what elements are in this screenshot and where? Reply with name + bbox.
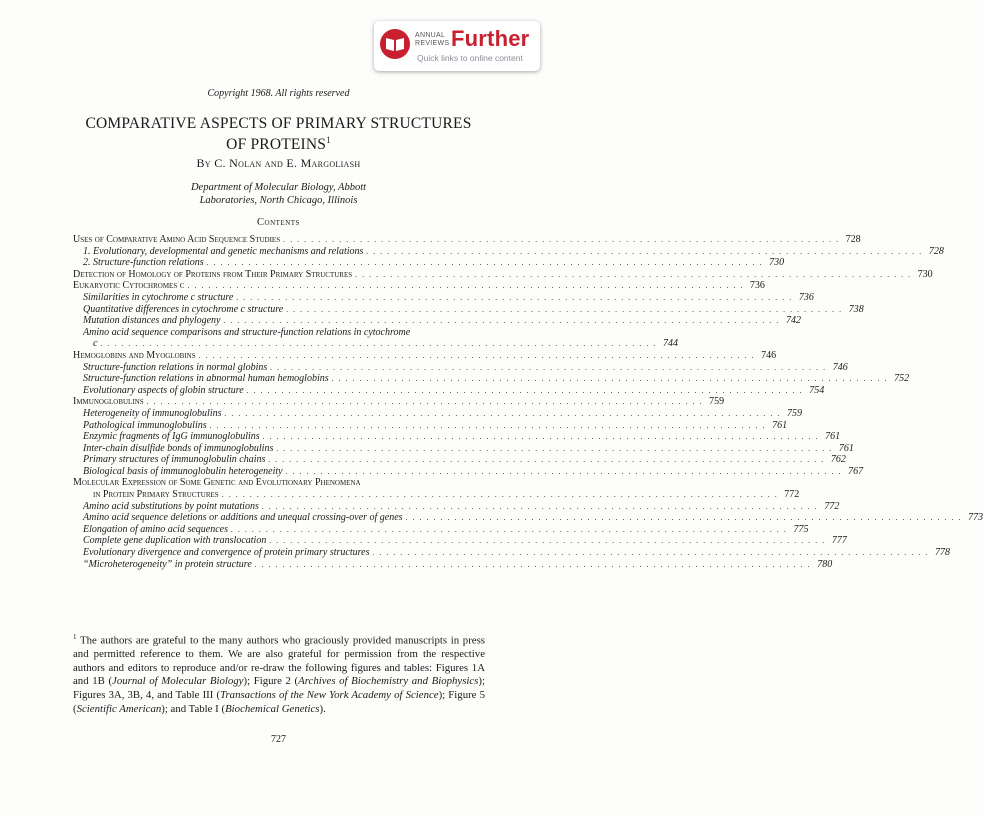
toc-entry (73, 454, 846, 466)
toc-entry-title: Biological basis of immunoglobulin heterogeneity (83, 465, 283, 477)
toc-entry-title: Amino acid sequence deletions or additions and unequal crossing-over of genes (83, 512, 403, 524)
toc-leader-dots: . . . . . . . . . . . . . . . . . . . . . . . . . . . . . . . . . . . . . . . . . . . . . . . . . . . . . . . . . . . . . . . . . . . . . . . . . . . . . . . . (198, 350, 756, 360)
toc-entry (73, 512, 983, 524)
toc-entry (73, 407, 802, 420)
toc-entry (73, 558, 833, 571)
toc-entry (73, 547, 950, 559)
toc-entry-title: Quantitative differences in cytochrome c structure (83, 303, 284, 315)
footnote-journal: Biochemical Genetics (225, 702, 320, 715)
toc-entry-page: 746 (832, 361, 848, 373)
toc-entry-title: Elongation of amino acid sequences (83, 523, 228, 535)
footnote-journal: Transactions of the New York Academy of Science (220, 688, 439, 701)
toc-leader-dots: . . . . . . . . . . . . . . . . . . . . . . . . . . . . . . . . . . . . . . . . . . . . . . . . . . . . . . . . . . . . . . . . . . . . . . . . . . . . . . . . (223, 316, 780, 326)
toc-entry-page: 730 (917, 268, 933, 280)
toc-leader-dots: . . . . . . . . . . . . . . . . . . . . . . . . . . . . . . . . . . . . . . . . . . . . . . . . . . . . . . . . . . . . . . . . . . . . . . . . . . . . . . . . (366, 246, 923, 256)
toc-entry-title: Pathological immunoglobulins (83, 419, 207, 431)
toc-entry (73, 280, 765, 292)
title-line-1: COMPARATIVE ASPECTS OF PRIMARY STRUCTURES (85, 115, 472, 132)
toc-entry-title: “Microheterogeneity” in protein structure (83, 558, 252, 570)
badge-reviews-line: REVIEWS (415, 40, 450, 47)
toc-entry-page: 736 (749, 280, 765, 292)
footnote-journal: Journal of Molecular Biology (112, 675, 244, 688)
toc-entry-title: 1. Evolutionary, developmental and genetic mechanisms and relations (83, 245, 364, 257)
footnote-text: ). (319, 702, 326, 715)
toc-entry (73, 234, 861, 246)
toc-leader-dots: . . . . . . . . . . . . . . . . . . . . . . . . . . . . . . . . . . . . . . . . . . . . . . . . . . . . . . . . . . . . . . . . . . . . . . . . . . . . . . . . (355, 269, 912, 279)
toc-entry (73, 257, 785, 269)
toc-entry (73, 489, 800, 501)
toc-entry (73, 245, 944, 258)
toc-entry-title: Amino acid sequence comparisons and structure-function relations in cytochrome (83, 326, 411, 338)
badge-annual-reviews (415, 32, 449, 48)
toc-entry-page: 773 (968, 512, 983, 524)
annual-reviews-logo-icon (380, 29, 410, 59)
toc-entry (73, 291, 814, 304)
toc-leader-dots: . . . . . . . . . . . . . . . . . . . . . . . . . . . . . . . . . . . . . . . . . . . . . . . . . . . . . . . . . . . . . . . . . . . . . . . . . . . . . . . . (230, 524, 788, 534)
footnote-text: ); Figure 2 ( (243, 675, 299, 688)
toc-entry-title: Immunoglobulins (73, 396, 144, 408)
title-line-2 (40, 132, 517, 153)
toc-leader-dots: . . . . . . . . . . . . . . . . . . . . . . . . . . . . . . . . . . . . . . . . . . . . . . . . . . . . . . . . . . . . . . . . . . . . . . . . . . . . . . . . (209, 420, 767, 430)
toc-entry-page: 742 (785, 315, 801, 327)
toc-entry-page: 728 (928, 245, 944, 257)
toc-entry-page: 775 (793, 523, 809, 535)
toc-entry (73, 523, 809, 536)
toc-entry-page: 772 (784, 489, 800, 501)
title-line-2-text: OF PROTEINS (226, 136, 327, 154)
footnote-text: ); Figure 5 ( (73, 688, 485, 715)
toc-entry-page: 780 (817, 558, 833, 570)
toc-entry-page: 759 (709, 396, 725, 408)
toc-leader-dots: . . . . . . . . . . . . . . . . . . . . . . . . . . . . . . . . . . . . . . . . . . . . . . . . . . . . . . . . . . . . . . . . . . . . . . . . . . . . . . . . (187, 281, 744, 291)
toc-entry-page: 744 (662, 338, 678, 350)
toc-entry-title: Enzymic fragments of IgG immunoglobulins (83, 431, 260, 443)
toc-entry (73, 442, 854, 455)
page-number: 727 (271, 734, 286, 745)
toc-leader-dots: . . . . . . . . . . . . . . . . . . . . . . . . . . . . . . . . . . . . . . . . . . . . . . . . . . . . . . . . . . . . . . . . . . . . . . . . . . . . . . . . (269, 536, 826, 546)
toc-entry-page: 728 (845, 234, 861, 245)
toc-leader-dots: . . . . . . . . . . . . . . . . . . . . . . . . . . . . . . . . . . . . . . . . . . . . . . . . . . . . . . . . . . . . . . . . . . . . . . . . . . . . . . . . (261, 501, 819, 511)
toc-leader-dots: . . . . . . . . . . . . . . . . . . . . . . . . . . . . . . . . . . . . . . . . . . . . . . . . . . . . . . . . . . . . . . . . . . . . . . . . . . . . . . . . (206, 258, 764, 268)
authors: By C. Nolan and E. Margoliash (196, 156, 361, 170)
toc-entry-page: 738 (848, 303, 864, 315)
toc-entry-title: 2. Structure-function relations (83, 257, 204, 269)
badge-further-label: Further (451, 26, 530, 51)
affiliation (0, 181, 557, 207)
toc-entry-page: 761 (772, 419, 788, 431)
footnote-journal: Archives of Biochemistry and Biophysics (298, 675, 479, 688)
toc-entry-page: 752 (894, 373, 910, 385)
title-footnote-marker: 1 (326, 135, 331, 145)
toc-entry-title: Detection of Homology of Proteins from Their Primary Structures (73, 268, 353, 280)
article-title (40, 115, 517, 153)
toc-entry (73, 431, 841, 443)
toc-leader-dots: . . . . . . . . . . . . . . . . . . . . . . . . . . . . . . . . . . . . . . . . . . . . . . . . . . . . . . . . . . . . . . . . . . . . . . . . . . . . . . . . (270, 362, 827, 372)
footnote-text: ); Figures 3A, 3B, 4, and Table III ( (73, 675, 485, 701)
toc-entry-title: Inter-chain disulfide bonds of immunoglobulins (83, 442, 274, 454)
toc-leader-dots: . . . . . . . . . . . . . . . . . . . . . . . . . . . . . . . . . . . . . . . . . . . . . . . . . . . . . . . . . . . . . . . . . . . . . . . . . . . . . . . . (285, 466, 843, 476)
toc-entry-page: 772 (824, 500, 840, 512)
toc-entry-title: Uses of Comparative Amino Acid Sequence Studies (73, 234, 281, 245)
contents-heading: Contents (257, 217, 300, 228)
toc-entry (73, 361, 848, 374)
toc-entry-page: 730 (769, 257, 785, 269)
toc-entry (73, 327, 458, 339)
toc-entry-title: Amino acid substitutions by point mutations (83, 500, 259, 512)
toc-entry (73, 465, 864, 478)
toc-entry (73, 535, 847, 547)
toc-entry-title: Evolutionary aspects of globin structure (83, 384, 244, 396)
toc-leader-dots: . . . . . . . . . . . . . . . . . . . . . . . . . . . . . . . . . . . . . . . . . . . . . . . . . . . . . . . . . . . . . . . . . . . . . . . . . . . . . . . . (372, 548, 929, 558)
footnote-journal: Scientific American (76, 702, 162, 715)
toc-leader-dots: . . . . . . . . . . . . . . . . . . . . . . . . . . . . . . . . . . . . . . . . . . . . . . . . . . . . . . . . . . . . . . . . . . . . . . . . . . . . . . . . (254, 559, 812, 569)
toc-entry-page: 777 (831, 535, 847, 547)
toc-entry (73, 384, 825, 397)
toc-leader-dots: . . . . . . . . . . . . . . . . . . . . . . . . . . . . . . . . . . . . . . . . . . . . . . . . . . . . . . . . . . . . . . . . . . . . . . . . . . . . . . . . (224, 408, 781, 418)
toc-entry-title: Hemoglobins and Myoglobins (73, 349, 196, 361)
toc-entry-title: in Protein Primary Structures (93, 489, 219, 501)
further-badge[interactable] (374, 21, 540, 71)
toc-entry (73, 373, 910, 385)
toc-entry-title: Evolutionary divergence and convergence of protein primary structures (83, 547, 370, 559)
toc-entry-title: Molecular Expression of Some Genetic and Evolutionary Phenomena (73, 477, 361, 489)
footnote (73, 631, 485, 716)
toc-entry (73, 268, 933, 281)
toc-entry-title: Complete gene duplication with translocation (83, 535, 267, 547)
toc-leader-dots: . . . . . . . . . . . . . . . . . . . . . . . . . . . . . . . . . . . . . . . . . . . . . . . . . . . . . . . . . . . . . . . . . . . . . . . . . . . . . . . . (405, 513, 963, 523)
toc-entry-page: 754 (809, 384, 825, 396)
toc-entry-page: 778 (935, 547, 950, 559)
toc-leader-dots: . . . . . . . . . . . . . . . . . . . . . . . . . . . . . . . . . . . . . . . . . . . . . . . . . . . . . . . . . . . . . . . . . . . . . . . . . . . . . . . . (283, 235, 840, 244)
footnote-marker: 1 (73, 633, 77, 641)
toc-entry (73, 315, 801, 327)
badge-quick-links[interactable]: Quick links to online content (417, 53, 523, 63)
toc-entry-page: 761 (838, 442, 854, 454)
toc-entry (73, 477, 458, 489)
toc-leader-dots: . . . . . . . . . . . . . . . . . . . . . . . . . . . . . . . . . . . . . . . . . . . . . . . . . . . . . . . . . . . . . . . . . . . . . . . . . . . . . . . . (276, 443, 833, 453)
toc-entry (73, 338, 678, 350)
toc-leader-dots: . . . . . . . . . . . . . . . . . . . . . . . . . . . . . . . . . . . . . . . . . . . . . . . . . . . . . . . . . . . . . . . . . . . . . . . . . . . . . . . . (146, 397, 704, 407)
toc-entry (73, 500, 840, 513)
toc-entry (73, 419, 788, 432)
toc-entry-title: Structure-function relations in normal globins (83, 361, 268, 373)
toc-leader-dots: . . . . . . . . . . . . . . . . . . . . . . . . . . . . . . . . . . . . . . . . . . . . . . . . . . . . . . . . . . . . . . . . . . . . . . . . . . . . . . . . (286, 304, 843, 314)
badge-annual-line: ANNUAL (415, 32, 446, 39)
affiliation-line-2: Laboratories, North Chicago, Illinois (199, 195, 358, 206)
table-of-contents (73, 234, 983, 570)
toc-leader-dots: . . . . . . . . . . . . . . . . . . . . . . . . . . . . . . . . . . . . . . . . . . . . . . . . . . . . . . . . . . . . . . . . . . . . . . . . . . . . . . . . (331, 374, 889, 384)
toc-entry-title: Similarities in cytochrome c structure (83, 291, 234, 303)
toc-entry-title: c (93, 338, 98, 350)
footnote-text: The authors are grateful to the many authors who graciously provided manuscripts in press and permitted reference to them. We are also grateful for permission from the respective authors and editors to reproduce and/or re-draw the following figures and tables: Figures 1A and 1B ( (73, 634, 485, 688)
toc-leader-dots: . . . . . . . . . . . . . . . . . . . . . . . . . . . . . . . . . . . . . . . . . . . . . . . . . . . . . . . . . . . . . . . . . . . . . . . . . . . . . . . . (221, 490, 779, 500)
toc-entry-title: Structure-function relations in abnormal human hemoglobins (83, 373, 329, 385)
toc-entry-title: Eukaryotic Cytochromes c (73, 280, 185, 292)
toc-entry-page: 759 (787, 407, 802, 419)
toc-entry (73, 349, 777, 362)
toc-entry-page: 767 (848, 465, 864, 477)
toc-entry-page: 746 (761, 349, 777, 361)
copyright-notice: Copyright 1968. All rights reserved (207, 88, 350, 99)
toc-entry-page: 736 (798, 291, 814, 303)
toc-leader-dots: . . . . . . . . . . . . . . . . . . . . . . . . . . . . . . . . . . . . . . . . . . . . . . . . . . . . . . . . . . . . . . . . . . . . . . . . . . . . . . . . (268, 455, 825, 465)
toc-leader-dots: . . . . . . . . . . . . . . . . . . . . . . . . . . . . . . . . . . . . . . . . . . . . . . . . . . . . . . . . . . . . . . . . . . . . . . . . . . . . . . . . (100, 339, 657, 349)
toc-entry-title: Heterogeneity of immunoglobulins (83, 407, 222, 419)
toc-leader-dots: . . . . . . . . . . . . . . . . . . . . . . . . . . . . . . . . . . . . . . . . . . . . . . . . . . . . . . . . . . . . . . . . . . . . . . . . . . . . . . . . (236, 292, 793, 302)
toc-entry-title: Primary structures of immunoglobulin chains (83, 454, 266, 466)
toc-leader-dots: . . . . . . . . . . . . . . . . . . . . . . . . . . . . . . . . . . . . . . . . . . . . . . . . . . . . . . . . . . . . . . . . . . . . . . . . . . . . . . . . (262, 432, 820, 442)
toc-entry-title: Mutation distances and phylogeny (83, 315, 221, 327)
toc-entry-page: 762 (830, 454, 846, 466)
affiliation-line-1: Department of Molecular Biology, Abbott (190, 182, 367, 193)
toc-leader-dots: . . . . . . . . . . . . . . . . . . . . . . . . . . . . . . . . . . . . . . . . . . . . . . . . . . . . . . . . . . . . . . . . . . . . . . . . . . . . . . . . (246, 385, 804, 395)
toc-entry-page: 761 (825, 431, 841, 443)
toc-entry (73, 396, 725, 408)
footnote-text: ); and Table I ( (161, 702, 226, 715)
toc-entry (73, 303, 864, 316)
